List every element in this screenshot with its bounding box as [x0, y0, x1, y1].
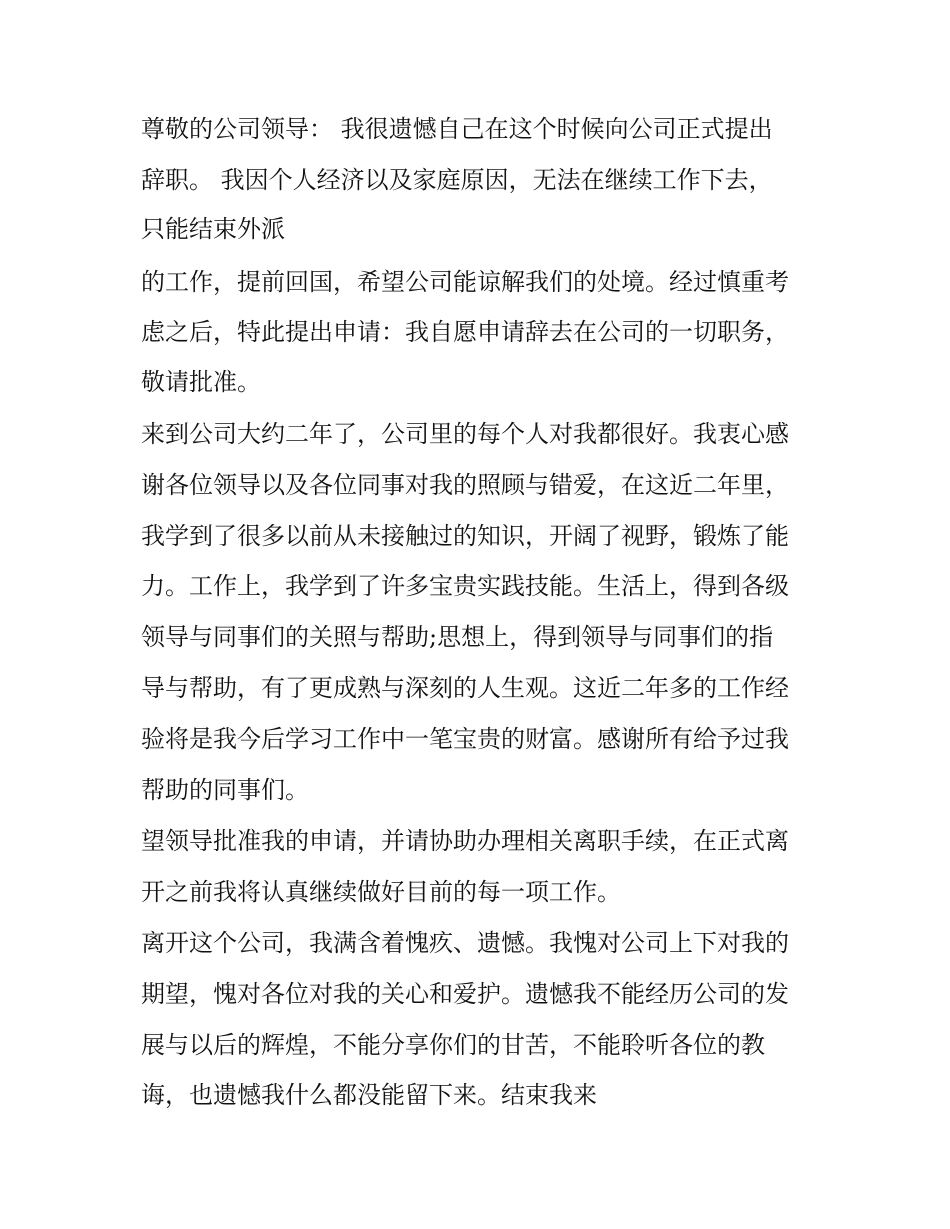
text-line: 力。工作上，我学到了许多宝贵实践技能。生活上，得到各级: [141, 572, 789, 600]
text-line: 展与以后的辉煌，不能分享你们的甘苦，不能聆听各位的教: [141, 1031, 765, 1059]
text-line: 期望，愧对各位对我的关心和爱护。遗憾我不能经历公司的发: [141, 980, 789, 1008]
text-line: 帮助的同事们。: [141, 776, 309, 804]
text-line: 开之前我将认真继续做好目前的每一项工作。: [141, 878, 621, 906]
text-line: 来到公司大约二年了，公司里的每个人对我都很好。我衷心感: [141, 420, 789, 448]
text-line: 辞职。 我因个人经济以及家庭原因，无法在继续工作下去，: [141, 166, 773, 194]
text-line: 离开这个公司，我满含着愧疚、遗憾。我愧对公司上下对我的: [141, 929, 789, 957]
text-line: 的工作，提前回国，希望公司能谅解我们的处境。经过慎重考: [141, 268, 789, 296]
text-line: 尊敬的公司领导： 我很遗憾自己在这个时候向公司正式提出: [141, 115, 773, 143]
text-line: 领导与同事们的关照与帮助;思想上，得到领导与同事们的指: [141, 623, 774, 651]
text-line: 诲，也遗憾我什么都没能留下来。结束我来: [141, 1081, 597, 1109]
text-line: 虑之后，特此提出申请：我自愿申请辞去在公司的一切职务，: [141, 318, 789, 346]
text-line: 验将是我今后学习工作中一笔宝贵的财富。感谢所有给予过我: [141, 725, 789, 753]
text-line: 敬请批准。: [141, 368, 261, 396]
text-line: 我学到了很多以前从未接触过的知识，开阔了视野，锻炼了能: [141, 522, 789, 550]
text-line: 望领导批准我的申请，并请协助办理相关离职手续，在正式离: [141, 827, 789, 855]
text-line: 只能结束外派: [141, 215, 285, 243]
text-line: 导与帮助，有了更成熟与深刻的人生观。这近二年多的工作经: [141, 674, 789, 702]
text-line: 谢各位领导以及各位同事对我的照顾与错爱，在这近二年里，: [141, 471, 789, 499]
